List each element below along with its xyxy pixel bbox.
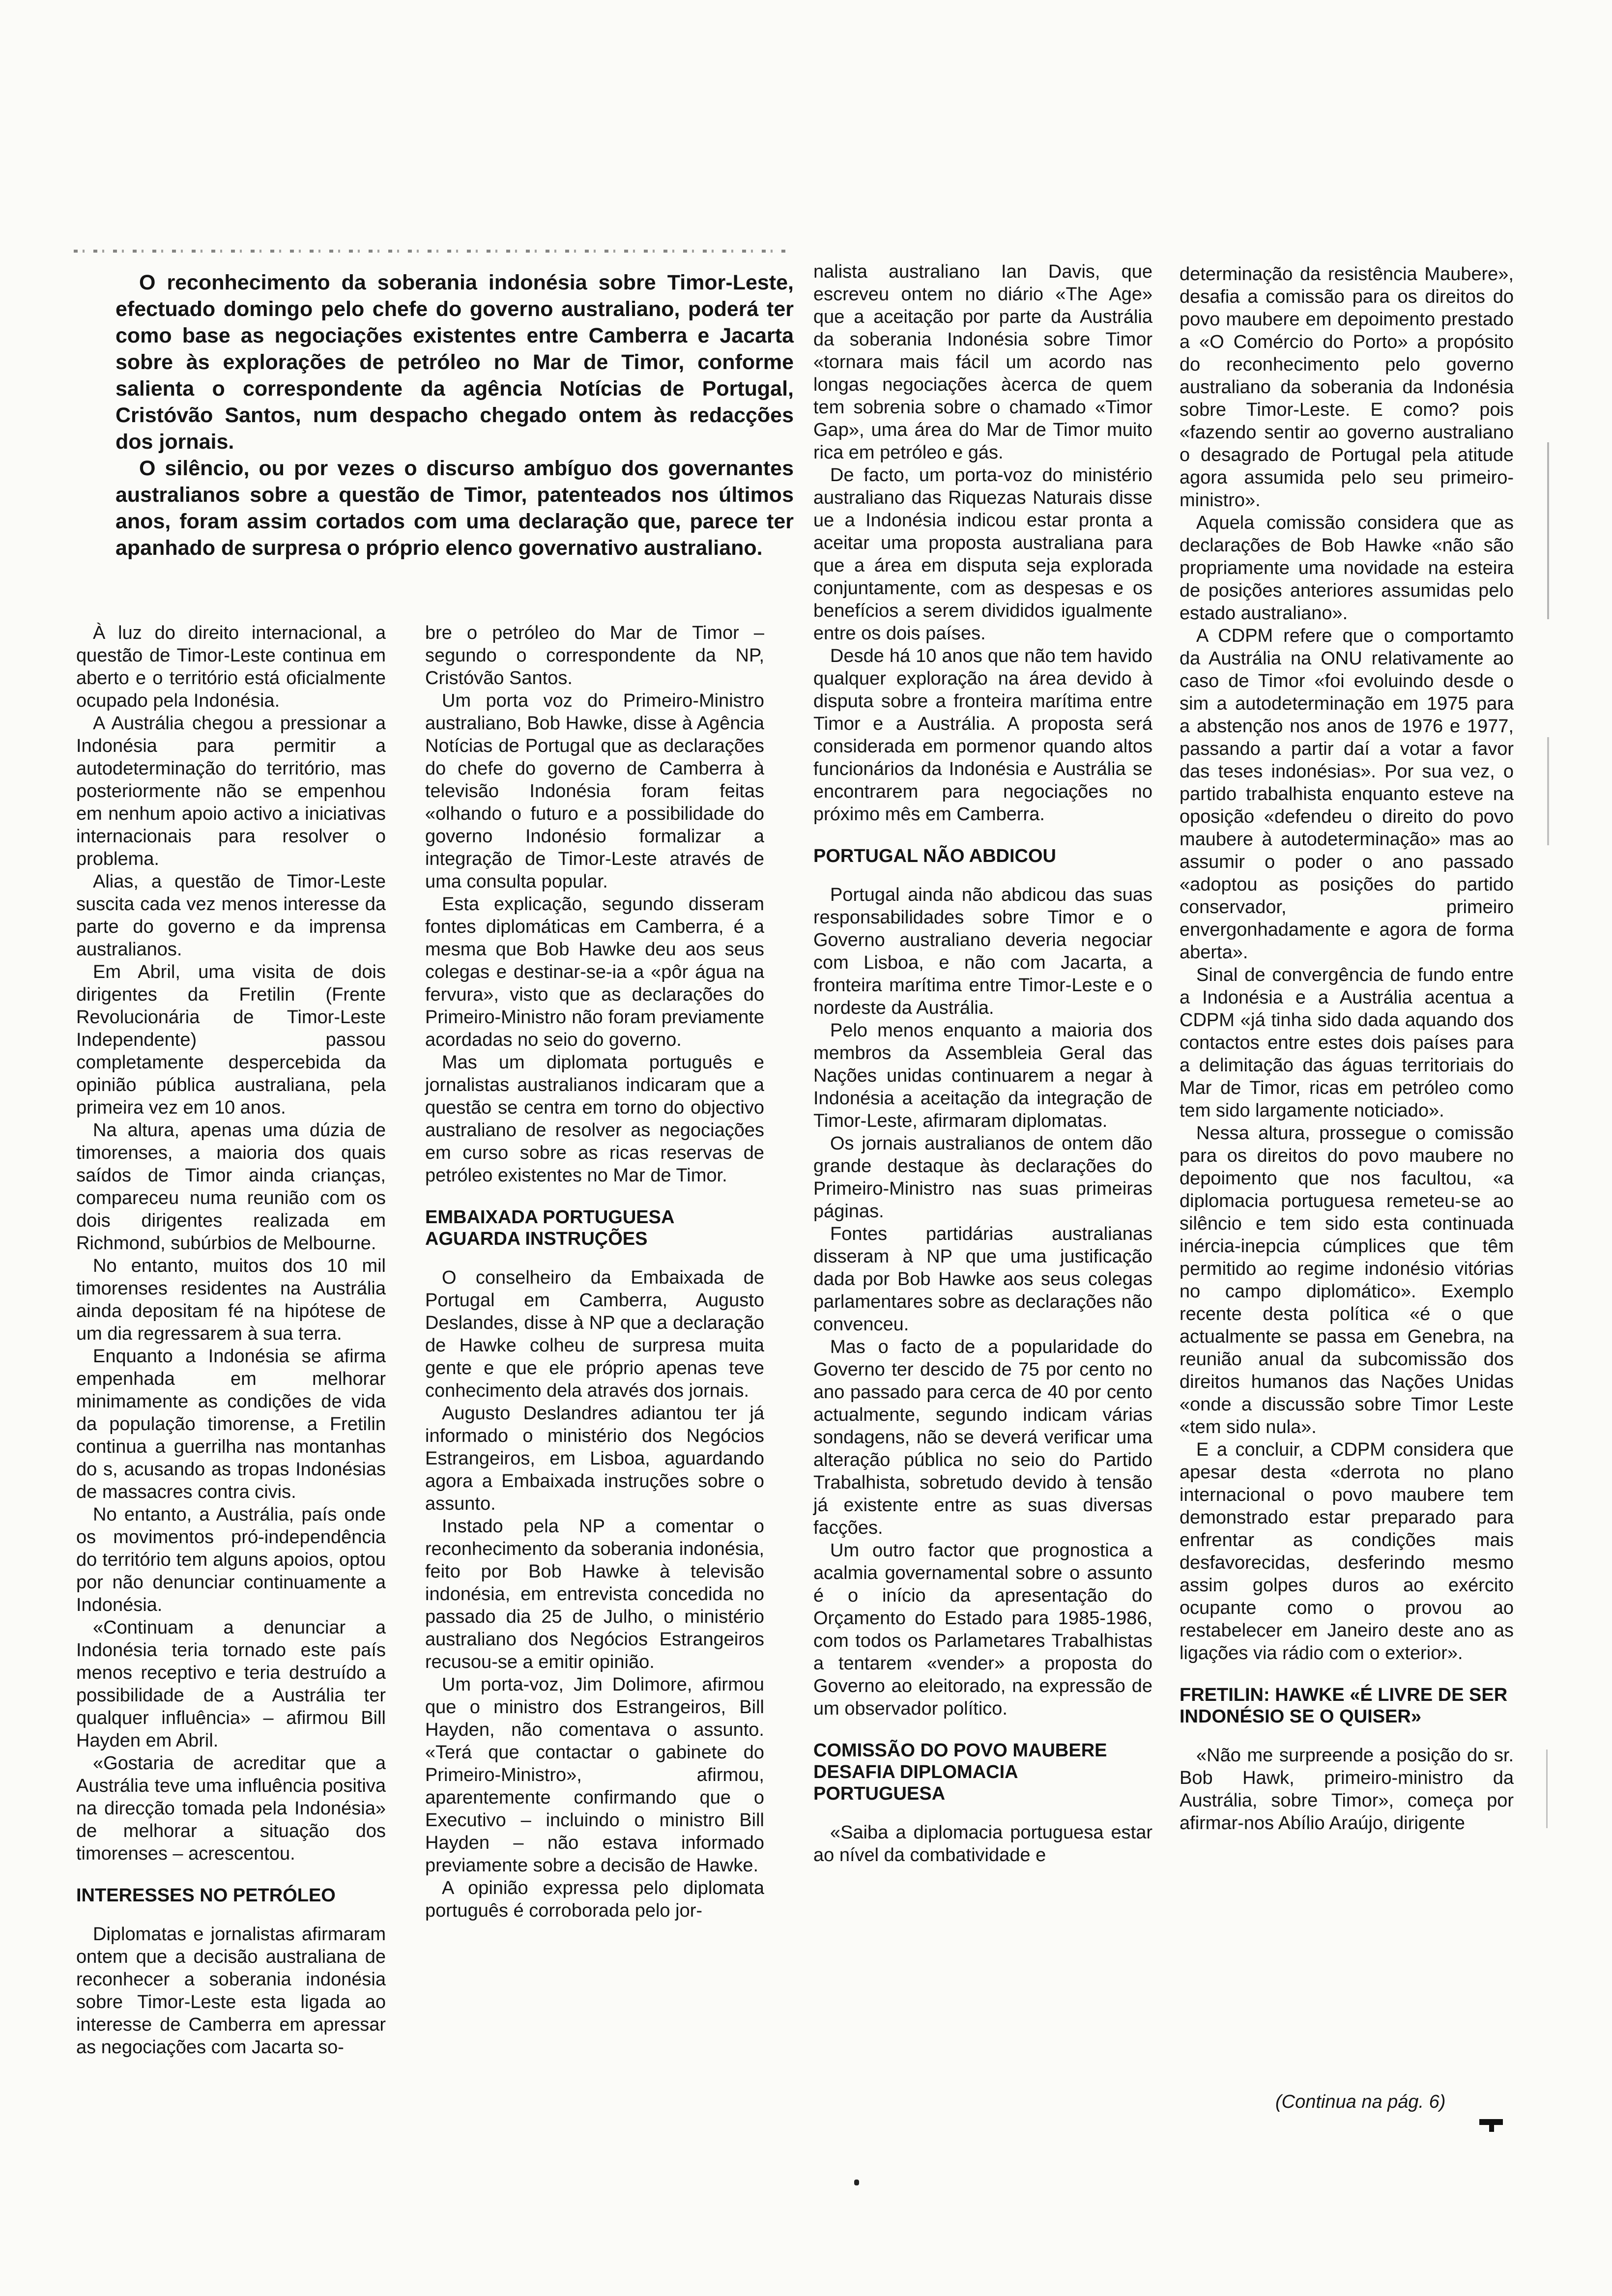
paragraph: Esta explicação, segundo disseram fontes diplomáticas em Camberra, é a mesma que Bob Hawke deu aos seus colegas e destinar-se-ia a «pôr água na fervura», visto que as declarações do Primeiro-Ministro não foram previamente acordadas no seio do governo. [425,894,764,1050]
paragraph: Mas o facto de a popularidade do Governo ter descido de 75 por cento no ano passado para cerca de 40 por cento actualmente, segundo indicam várias sondagens, não se deverá verificar uma alteração pública no seio do Partido Trabalhista, sobretudo devido à tensão já existente entre as suas diversas facções. [813,1337,1152,1538]
subheading-embaixada: EMBAIXADA PORTUGUESA AGUARDA INSTRUÇÕES [425,1207,674,1249]
paragraph: nalista australiano Ian Davis, que escreveu ontem no diário «The Age» que a aceitação por parte da Austrália da soberania Indonésia sobre Timor «tornara mais fácil um acordo nas longas negociações àcerca de quem tem sobrenia sobre o chamado «Timor Gap», uma área do Mar de Timor muito rica em petróleo e gás. [813,261,1152,463]
paragraph: Na altura, apenas uma dúzia de timorenses, a maioria dos quais saídos de Timor ainda crianças, compareceu numa reunião com os dois dirigentes realizada em Richmond, subúrbios de Melbourne. [76,1120,386,1254]
subheading-comissao: COMISSÃO DO POVO MAUBERE DESAFIA DIPLOMACIA PORTUGUESA [813,1740,1107,1804]
paragraph: Nessa altura, prossegue o comissão para os direitos do povo maubere no depoimento que nos facultou, «a diplomacia portuguesa remeteu-se ao silêncio e tem sido esta continuada inércia-inepcia cúmplices que têm permitido ao regime indonésio vitórias no campo diplomático». Exemplo recente desta política «é o que actualmente se passa em Genebra, na reunião anual da subcomissão dos direitos humanos das Nações Unidas «onde a discussão sobre Timor Leste «tem sido nula». [1180,1123,1514,1437]
paragraph: Desde há 10 anos que não tem havido qualquer exploração na área devido à disputa sobre a fronteira marítima entre Timor e a Austrália. A proposta será considerada em pormenor quando altos funcionários da Indonésia e Austrália se encontrarem para negociações no próximo mês em Camberra. [813,646,1152,825]
paragraph: «Saiba a diplomacia portuguesa estar ao nível da combatividade e [813,1822,1152,1866]
paragraph: À luz do direito internacional, a questão de Timor-Leste continua em aberto e o território está oficialmente ocupado pela Indonésia. [76,623,386,711]
lead-text-1: O reconhecimento da soberania indonésia sobre Timor-Leste, efectuado domingo pelo chefe do governo australiano, poderá ter como base as negociações existentes entre Camberra e Jacarta sobre às explorações de petróleo no Mar de Timor, conforme salienta o correspondente da agência Notícias de Portugal, Cristóvão Santos, num despacho chegado ontem às redacções dos jornais. [115,271,794,454]
column-4 [1180,263,1514,1835]
paragraph: determinação da resistência Maubere», desafia a comissão para os direitos do povo maubere em depoimento prestado a «O Comércio do Porto» a propósito do reconhecimento pelo governo australiano da soberania da Indonésia sobre Timor-Leste. E como? pois «fazendo sentir ao governo australiano o desagrado de Portugal pela atitude agora assumida pelo seu primeiro-ministro». [1180,264,1514,511]
paragraph: bre o petróleo do Mar de Timor – segundo o correspondente da NP, Cristóvão Santos. [425,623,764,689]
paragraph: E a concluir, a CDPM considera que apesar desta «derrota no plano internacional o povo maubere tem demonstrado estar preparado para enfrentar as condições mais desfavorecidas, desferindo mesmo assim golpes duros ao exército ocupante como o provou ao restabelecer em Janeiro deste ano as ligações via rádio com o exterior». [1180,1439,1514,1664]
column-3 [813,260,1152,1866]
paragraph: Sinal de convergência de fundo entre a Indonésia e a Austrália acentua a CDPM «já tinha sido dada aquando dos contactos entre estes dois países para a delimitação das águas territoriais do Mar de Timor, ricas em petróleo como tem sido largamente noticiado». [1180,965,1514,1121]
paragraph: No entanto, muitos dos 10 mil timorenses residentes na Austrália ainda depositam fé na hipótese de um dia regressarem à sua terra. [76,1256,386,1344]
paragraph: Os jornais australianos de ontem dão grande destaque às declarações do Primeiro-Ministro nas suas primeiras páginas. [813,1133,1152,1222]
subheading-interesses: INTERESSES NO PETRÓLEO [76,1885,336,1906]
paragraph: Um porta voz do Primeiro-Ministro australiano, Bob Hawke, disse à Agência Notícias de Portugal que as declarações do chefe do governo de Camberra à televisão Indonésia foram feitas «olhando o futuro e a possibilidade do governo Indonésio formalizar a integração de Timor-Leste através de uma consulta popular. [425,690,764,892]
continuation-note: (Continua na pág. 6) [1275,2092,1446,2112]
paragraph: Fontes partidárias australianas disseram à NP que uma justificação dada por Bob Hawke aos seus colegas parlamentares sobre as declarações não convenceu. [813,1224,1152,1335]
column-2 [425,622,764,1922]
paragraph: Um outro factor que prognostica a acalmia governamental sobre o assunto é o início da apresentação do Orçamento do Estado para 1985-1986, com todos os Parlametares Trabalhistas a tentarem «vender» a proposta do Governo ao eleitorado, na expressão de um observador político. [813,1540,1152,1719]
paragraph: «Gostaria de acreditar que a Austrália teve uma influência positiva na direcção tomada pela Indonésia» de melhorar a situação dos timorenses – acrescentou. [76,1753,386,1864]
scan-artifact [74,250,786,253]
paragraph: Diplomatas e jornalistas afirmaram ontem que a decisão australiana de reconhecer a soberania indonésia sobre Timor-Leste esta ligada ao interesse de Camberra em apressar as negociações com Jacarta so- [76,1924,386,2058]
paragraph: Augusto Deslandres adiantou ter já informado o ministério dos Negócios Estrangeiros, em Lisboa, aguardando agora a Embaixada instruções sobre o assunto. [425,1403,764,1514]
subheading-fretilin: FRETILIN: HAWKE «É LIVRE DE SER INDONÉSIO SE O QUISER» [1180,1685,1508,1727]
paragraph: No entanto, a Austrália, país onde os movimentos pró-independência do território tem alguns apoios, optou por não denunciar continuamente a Indonésia. [76,1504,386,1615]
paragraph: Em Abril, uma visita de dois dirigentes da Fretilin (Frente Revolucionária de Timor-Leste Independente) passou completamente despercebida da opinião pública australiana, pela primeira vez em 10 anos. [76,962,386,1118]
paragraph: Aquela comissão considera que as declarações de Bob Hawke «não são propriamente uma novidade na esteira de posições anteriores assumidas pelo estado australiano». [1180,513,1514,624]
margin-rule [1547,737,1549,845]
paragraph: A opinião expressa pelo diplomata português é corroborada pelo jor- [425,1878,764,1921]
paragraph: Mas um diplomata português e jornalistas australianos indicaram que a questão se centra em torno do objectivo australiano de resolver as negociações em curso sobre as ricas reservas de petróleo existentes no Mar de Timor. [425,1052,764,1186]
paragraph: De facto, um porta-voz do ministério australiano das Riquezas Naturais disse ue a Indonésia indicou estar pronta a aceitar uma proposta australiana para que a área em disputa seja explorada conjuntamente, com as despesas e os benefícios a serem divididos igualmente entre os dois países. [813,465,1152,644]
lead-text-2: O silêncio, ou por vezes o discurso ambíguo dos governantes australianos sobre a questão de Timor, patenteados nos últimos anos, foram assim cortados com uma declaração que, parece ter apanhado de surpresa o próprio elenco governativo australiano. [115,457,794,560]
paragraph: «Continuam a denunciar a Indonésia teria tornado este país menos receptivo e teria destruído a possibilidade de a Austrália ter qualquer influência» – afirmou Bill Hayden em Abril. [76,1617,386,1751]
paragraph: O conselheiro da Embaixada de Portugal em Camberra, Augusto Deslandes, disse à NP que a declaração de Hawke colheu de surpresa muita gente e que ele próprio apenas teve conhecimento dela através dos jornais. [425,1267,764,1401]
scan-speck [854,2180,859,2185]
paragraph: Alias, a questão de Timor-Leste suscita cada vez menos interesse da parte do governo e da imprensa australianos. [76,871,386,960]
paragraph: Portugal ainda não abdicou das suas responsabilidades sobre Timor e o Governo australiano deveria negociar com Lisboa, e não com Jacarta, a fronteira marítima entre Timor-Leste e o nordeste da Austrália. [813,885,1152,1018]
lead-paragraph [115,269,794,561]
paragraph: A Austrália chegou a pressionar a Indonésia para permitir a autodeterminação do território, mas posteriormente não se empenhou em nenhum apoio activo a iniciativas internacionais para resolver o problema. [76,713,386,869]
paragraph: Pelo menos enquanto a maioria dos membros da Assembleia Geral das Nações unidas continuarem a negar à Indonésia a aceitação da integração de Timor-Leste, afirmaram diplomatas. [813,1020,1152,1131]
paragraph: A CDPM refere que o comportamto da Austrália na ONU relativamente ao caso de Timor «foi evoluindo desde o sim a autodeterminação em 1975 para a abstenção nos anos de 1976 e 1977, passando a partir daí a votar a favor das teses indonésias». Por sua vez, o partido trabalhista enquanto esteve na oposição «defendeu o direito do povo maubere à autodeterminação» mas ao assumir o poder o ano passado «adoptou as posições do partido conservador, primeiro envergonhadamente e agora de forma aberta». [1180,626,1514,963]
paragraph: Instado pela NP a comentar o reconhecimento da soberania indonésia, feito por Bob Hawke à televisão indonésia, em entrevista concedida no passado dia 25 de Julho, o ministério australiano dos Negócios Estrangeiros recusou-se a emitir opinião. [425,1516,764,1672]
margin-rule [1547,442,1549,619]
paragraph: «Não me surpreende a posição do sr. Bob Hawk, primeiro-ministro da Austrália, sobre Timor», começa por afirmar-nos Abílio Araújo, dirigente [1180,1745,1514,1834]
paragraph: Um porta-voz, Jim Dolimore, afirmou que o ministro dos Estrangeiros, Bill Hayden, não comentava o assunto. «Terá que contactar o gabinete do Primeiro-Ministro», afirmou, aparentemente confirmando que o Executivo – incluindo o ministro Bill Hayden – não estava informado previamente sobre a decisão de Hawke. [425,1674,764,1876]
paragraph: Enquanto a Indonésia se afirma empenhada em melhorar minimamente as condições de vida da população timorense, a Fretilin continua a guerrilha nas montanhas do s, acusando as tropas Indonésias de massacres contra civis. [76,1346,386,1502]
end-mark-stem [1489,2119,1494,2132]
margin-rule [1546,1750,1548,1828]
subheading-portugal: PORTUGAL NÃO ABDICOU [813,846,1056,866]
column-1 [76,622,386,2059]
